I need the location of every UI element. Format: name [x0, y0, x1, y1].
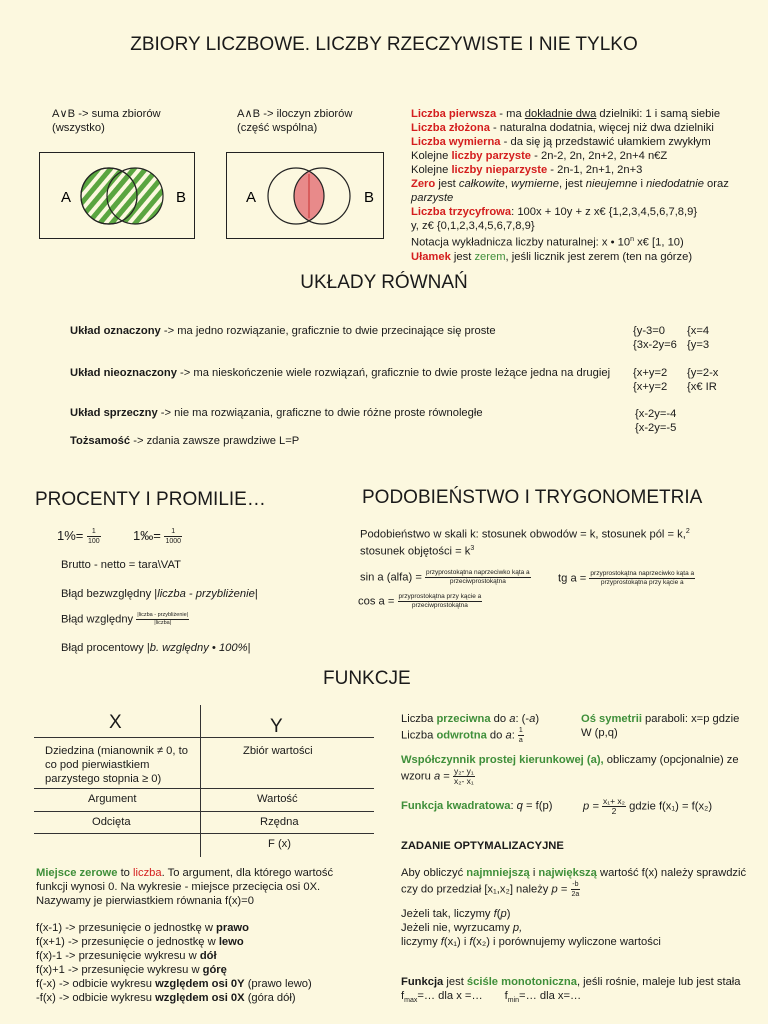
fraction-den: przeciwprostokątna — [449, 578, 506, 585]
def-even-text: - 2n-2, 2n, 2n+2, 2n+4 n€Z — [531, 150, 668, 162]
shift-item — [36, 991, 312, 1005]
functions-title: FUNKCJE — [323, 668, 411, 689]
def-zero-t1: jest — [435, 178, 459, 190]
def-prime-underlined: dokładnie dwa — [524, 108, 597, 120]
fraction-den: 2 — [611, 806, 617, 816]
fmin-sub: min — [507, 997, 520, 1005]
system-inconsistent-term: Układ sprzeczny — [70, 407, 158, 419]
optim-l5c: (x₂) i porównujemy wyliczone wartości — [472, 936, 661, 948]
permil-def — [133, 527, 182, 546]
system-undetermined-ex1 — [633, 366, 667, 394]
optim-l3c: ) — [506, 908, 511, 920]
optim-fraction — [571, 880, 581, 899]
table-cell-range: Zbiór wartości — [243, 745, 313, 757]
page-title: ZBIORY LICZBOWE. LICZBY RZECZYWISTE I NIE TYLKO — [130, 34, 638, 55]
similarity-line1-sup: 2 — [685, 528, 690, 535]
inv-green: odwrotna — [436, 729, 487, 742]
similarity-line1-text: Podobieństwo w skali k: stosunek obwodów = k, stosunek pól = k — [360, 528, 683, 541]
opp-i2: a — [529, 713, 536, 725]
ex-line: {y=2-x — [687, 367, 719, 379]
def-three-digit-text: : 100x + 10y + z x€ {1,2,3,4,5,6,7,8,9} — [511, 206, 698, 218]
optim-l1a: Aby obliczyć — [401, 867, 467, 879]
venn-intersection-label-b: B — [364, 189, 375, 206]
intersection-sub: (część wspólna) — [237, 122, 318, 134]
union-symbol: A∨B — [52, 108, 76, 120]
optim-line5 — [401, 935, 761, 949]
def-odd — [411, 163, 761, 177]
fraction-num: przyprostokątna naprzeciwko kąta a — [590, 570, 695, 577]
optim-l5i: f — [440, 936, 444, 948]
permil-label: 1‰= — [133, 527, 161, 543]
quad-where: gdzie f(x₁) = f(x₂) — [625, 800, 713, 813]
table-row-line — [34, 788, 374, 789]
term-composite: Liczba złożona — [411, 122, 490, 134]
inv-t1: Liczba — [401, 729, 437, 742]
optim-l3: Jeżeli tak, liczymy — [401, 908, 494, 920]
similarity-line1 — [360, 525, 690, 542]
def-fraction-green: zerem — [474, 250, 506, 263]
sin-formula — [360, 569, 531, 586]
rel-err-text: Błąd względny — [61, 613, 137, 626]
quad-green: Funkcja kwadratowa — [401, 800, 511, 812]
optim-line3 — [401, 907, 761, 921]
def-zero-i2: wymierne — [511, 178, 559, 190]
fmax-sub: max — [404, 997, 418, 1005]
def-three-digit-line2: y, z€ {0,1,2,3,4,5,6,7,8,9} — [411, 220, 535, 232]
mono-t1: jest — [443, 976, 467, 988]
opp-t1: Liczba — [401, 713, 437, 725]
identity — [70, 434, 299, 448]
system-undetermined-text: -> ma nieskończenie wiele rozwiązań, graficznie to dwie proste leżące jedna na drugiej — [176, 367, 611, 379]
term-fraction: Ułamek — [411, 250, 451, 263]
shift-item — [36, 935, 312, 949]
inverse-number — [401, 726, 524, 745]
cos-formula — [358, 593, 482, 610]
fraction-den: |liczba| — [154, 620, 172, 626]
sym-line2: W (p,q) — [581, 727, 618, 739]
slope-line2: wzoru — [401, 770, 434, 783]
optim-l4i: p, — [512, 922, 523, 934]
def-zero-i4: niedodatnie — [646, 178, 704, 190]
opp-green: przeciwna — [436, 713, 491, 725]
fraction-num: x₁+ x₂ — [602, 796, 625, 806]
system-determined — [70, 324, 496, 338]
sin-label: sin a (alfa) = — [360, 571, 425, 584]
inv-i: a — [505, 729, 512, 742]
def-fraction-t2: , jeśli licznik jest zerem (ten na górze) — [505, 250, 693, 263]
rel-err-fraction — [136, 612, 189, 627]
quad-i: q — [516, 800, 523, 812]
table-cell-ordinate: Rzędna — [260, 816, 299, 828]
fmax-text: =… dla x =… — [417, 990, 483, 1002]
table-cell-abscissa: Odcięta — [92, 816, 131, 828]
shift-bold: lewo — [218, 936, 244, 948]
pct-err-italic: b. względny • 100% — [149, 642, 248, 654]
shift-bold: względem osi 0Y — [155, 978, 245, 990]
system-undetermined-term: Układ nieoznaczony — [70, 367, 177, 379]
fraction-num: -b — [572, 881, 579, 888]
table-cell-fx: F (x) — [268, 838, 291, 850]
identity-term: Tożsamość — [70, 435, 131, 447]
abs-err-end: | — [254, 588, 258, 600]
system-undetermined — [70, 366, 610, 380]
inv-t2: do — [486, 729, 506, 742]
cos-label: cos a = — [358, 595, 398, 608]
fraction-num: |liczba - przybliżenie| — [137, 612, 189, 618]
fraction-num: przyprostokątna naprzeciwko kąta a — [425, 569, 530, 576]
def-zero-t2: , — [504, 178, 512, 190]
union-text: -> suma zbiorów — [75, 108, 161, 120]
shift-text: f(x)+1 -> przesunięcie wykresu w — [36, 964, 203, 976]
tg-formula — [558, 570, 695, 587]
monotonic-line2 — [401, 989, 761, 1008]
def-even — [411, 149, 761, 163]
def-rational-text: - da się ją przedstawić ułamkiem zwykłym — [500, 136, 711, 148]
quad-fraction — [602, 797, 626, 816]
def-exp-text: Notacja wykładnicza liczby naturalnej: x • 10 — [411, 236, 631, 249]
fraction-num: 1 — [518, 727, 523, 734]
optimization-title: ZADANIE OPTYMALIZACYJNE — [401, 840, 564, 852]
table-cell-domain: Dziedzina (mianownik ≠ 0, to co pod pierwiastkiem parzystego stopnia ≥ 0) — [45, 745, 188, 785]
table-header-y: Y — [270, 716, 283, 737]
slope-fraction — [453, 767, 475, 786]
absolute-error — [61, 587, 258, 601]
shift-text: f(-x) -> odbicie wykresu — [36, 978, 156, 990]
optim-l2: czy do przedział [x₁,x₂] należy — [401, 883, 552, 896]
optim-l5: liczymy — [401, 936, 441, 948]
permil-fraction — [164, 527, 182, 546]
optim-l3i: f — [493, 908, 497, 920]
ex-line: {y=3 — [687, 339, 710, 351]
venn-intersection-diagram — [226, 152, 384, 239]
union-sub: (wszystko) — [52, 122, 105, 134]
shift-text: f(x-1) -> przesunięcie o jednostkę w — [36, 922, 217, 934]
system-determined-term: Układ oznaczony — [70, 325, 161, 337]
optim-line4 — [401, 921, 761, 935]
slope-green: Współczynnik prostej kierunkowej (a), — [401, 754, 604, 766]
optim-line1 — [401, 866, 761, 880]
pct-err-text: Błąd procentowy | — [61, 642, 150, 654]
inverse-fraction — [518, 726, 524, 745]
optim-spacer — [401, 899, 761, 907]
shift-bold: dół — [199, 950, 217, 962]
monotonic-line1 — [401, 975, 761, 989]
percent-title: PROCENTY I PROMILIE… — [35, 489, 266, 510]
optim-l5i2: f — [469, 936, 473, 948]
inv-t3: : — [511, 729, 518, 742]
venn-union-diagram — [39, 152, 195, 239]
tg-fraction — [589, 570, 695, 587]
venn-intersection-label-a: A — [246, 189, 257, 206]
opposite-number — [401, 712, 539, 726]
table-vertical-divider — [200, 705, 201, 857]
def-fraction — [411, 250, 761, 264]
fraction-den: 2a — [571, 891, 580, 898]
shift-list — [36, 921, 312, 1005]
def-zero-t4: i — [637, 178, 647, 190]
slope-text: obliczamy (opcjonalnie) ze — [603, 754, 739, 766]
cos-fraction — [398, 593, 483, 610]
fraction-num: 1 — [87, 527, 101, 537]
def-even-prefix: Kolejne — [411, 150, 452, 162]
mono-t2: , jeśli rośnie, maleje lub jest stała — [576, 976, 741, 988]
def-composite — [411, 121, 761, 135]
def-odd-prefix: Kolejne — [411, 164, 452, 176]
shift-text: f(x+1) -> przesunięcie o jednostkę w — [36, 936, 219, 948]
optim-l3i2: p — [500, 908, 507, 920]
optim-g2: największą — [538, 867, 597, 879]
intersection-symbol: A∧B — [237, 108, 261, 120]
ex-line: {x=4 — [687, 325, 710, 337]
shift-item — [36, 963, 312, 977]
def-zero-t3: , jest — [559, 178, 586, 190]
def-zero-i5: parzyste — [411, 192, 454, 204]
term-rational: Liczba wymierna — [411, 136, 501, 148]
abs-err-text: Błąd bezwzględny | — [61, 588, 158, 600]
zeros-term: Miejsce zerowe — [36, 867, 118, 879]
sin-fraction — [425, 569, 531, 586]
similarity-line2 — [360, 542, 690, 559]
optim-l2i: p — [551, 883, 558, 896]
quad-p: p = — [583, 800, 602, 813]
optim-g1: najmniejszą — [466, 867, 530, 879]
optim-l5b: (x₁) i — [443, 936, 470, 948]
def-exp-sup: n — [630, 236, 634, 243]
fraction-num: y₂- y₁ — [453, 766, 474, 776]
shift-item — [36, 977, 312, 991]
def-prime-t1: - ma — [496, 108, 525, 120]
shift-bold: górę — [202, 964, 227, 976]
identity-text: -> zdania zawsze prawdziwe L=P — [130, 435, 300, 447]
intersection-text: -> iloczyn zbiorów — [260, 108, 353, 120]
fmax: f — [401, 990, 405, 1002]
fraction-den: przeciwprostokątna — [411, 602, 468, 609]
fraction-den: przyprostokątna przy kącie a — [600, 579, 684, 586]
system-determined-ex1 — [633, 324, 677, 352]
mono-green: ściśle monotoniczna — [466, 976, 577, 988]
term-zero: Zero — [411, 178, 436, 190]
sym-green: Oś symetrii — [581, 713, 642, 725]
system-undetermined-ex2 — [687, 366, 718, 394]
system-determined-text: -> ma jedno rozwiązanie, graficznie to dwie przecinające się proste — [160, 325, 496, 337]
shift-bold: prawo — [216, 922, 249, 934]
optimization-body — [401, 866, 761, 949]
def-exponential — [411, 233, 761, 250]
pct-err-end: | — [247, 642, 251, 654]
venn-union-label-a: A — [61, 189, 72, 206]
optim-l4: Jeżeli nie, wyrzucamy — [401, 922, 513, 934]
ex-line: {x-2y=-5 — [635, 422, 677, 434]
def-fraction-t1: jest — [450, 250, 475, 263]
number-definitions — [411, 107, 761, 264]
shift-item — [36, 949, 312, 963]
percent-label: 1%= — [57, 527, 84, 543]
relative-error — [61, 612, 189, 627]
similarity-line2-text: stosunek objętości = k — [360, 545, 471, 558]
shift-text: f(x)-1 -> przesunięcie wykresu w — [36, 950, 200, 962]
shift-end: (góra dół) — [244, 992, 296, 1004]
abs-err-italic: liczba - przybliżenie — [157, 588, 255, 600]
union-definition — [52, 107, 161, 135]
zeros-red: liczba — [133, 867, 162, 879]
term-three-digit: Liczba trzycyfrowa — [411, 206, 512, 218]
def-three-digit — [411, 205, 761, 233]
venn-union-label-b: B — [176, 189, 187, 206]
sym-text: paraboli: x=p gdzie — [641, 713, 740, 725]
opp-t4: ) — [535, 713, 540, 725]
optim-l2eq: = — [557, 883, 571, 896]
brutto-netto: Brutto - netto = tara\VAT — [61, 559, 181, 571]
fmin-text: =… dla x=… — [519, 990, 582, 1002]
tg-label: tg a = — [558, 572, 590, 585]
table-header-x: X — [109, 712, 122, 733]
opp-t2: do — [490, 713, 510, 725]
ex-line: {x+y=2 — [633, 381, 668, 393]
def-zero-i1: całkowite — [458, 178, 505, 190]
similarity-def — [360, 525, 690, 558]
def-composite-text: - naturalna dodatnia, więcej niż dwa dzielniki — [489, 122, 714, 134]
term-even: liczby parzyste — [451, 150, 532, 162]
ex-line: {x-2y=-4 — [635, 408, 677, 420]
percent-def — [57, 527, 101, 546]
similarity-line2-sup: 3 — [470, 544, 475, 552]
similarity-title: PODOBIEŃSTWO I TRYGONOMETRIA — [362, 487, 703, 508]
similarity-line1-end: , — [682, 528, 686, 541]
shift-bold: względem osi 0X — [155, 992, 245, 1004]
def-zero-t5: oraz — [703, 178, 729, 190]
quadratic-function — [401, 799, 552, 813]
system-determined-ex2 — [687, 324, 709, 352]
def-odd-text: - 2n-1, 2n+1, 2n+3 — [547, 164, 643, 176]
ex-line: {x€ IR — [687, 381, 717, 393]
slope-i: a — [433, 770, 441, 783]
zeros-t1: to — [117, 867, 134, 879]
shift-text: -f(x) -> odbicie wykresu — [36, 992, 156, 1004]
fmin: f — [504, 990, 508, 1002]
opp-i: a — [509, 713, 516, 725]
table-cell-argument: Argument — [88, 793, 137, 805]
percent-fraction — [87, 527, 101, 546]
quad-text: : — [510, 800, 517, 812]
slope-eq: = — [440, 770, 453, 783]
system-inconsistent-ex1 — [635, 407, 676, 435]
ex-line: {x+y=2 — [633, 367, 668, 379]
zeros-definition — [36, 866, 354, 908]
quad-t2: = f(p) — [522, 800, 553, 812]
table-header-line — [34, 737, 374, 738]
symmetry-axis — [581, 712, 739, 740]
zeros-t2: . To argument, dla którego wartość funkcji wynosi 0. Na wykresie - miejsce przecięcia osi 0X. Nazywamy je pierwiastkiem równania f(x)=0 — [36, 867, 334, 907]
def-zero-i3: nieujemne — [585, 178, 638, 190]
opp-t3: : (- — [515, 713, 530, 725]
fraction-num: 1 — [164, 527, 182, 537]
slope-coefficient — [401, 753, 751, 786]
fraction-den: a — [518, 737, 523, 744]
ex-line: {3x-2y=6 — [633, 339, 677, 351]
optim-l1c: wartość f(x) należy sprawdzić — [596, 867, 747, 879]
optim-line2 — [401, 880, 761, 899]
systems-title: UKŁADY RÓWNAŃ — [300, 272, 468, 293]
optim-l1b: i — [529, 867, 539, 879]
vertex-p-formula — [583, 797, 712, 816]
system-inconsistent-text: -> nie ma rozwiązania, graficzne to dwie różne proste równoległe — [157, 407, 483, 419]
def-prime-t2: dzielniki: 1 i samą siebie — [596, 108, 721, 120]
fraction-den: x₂- x₁ — [453, 776, 474, 786]
def-prime — [411, 107, 761, 121]
fraction-num: przyprostokątna przy kącie a — [398, 593, 482, 600]
def-zero — [411, 177, 761, 205]
mono-bold: Funkcja — [401, 976, 444, 988]
table-cell-value: Wartość — [257, 793, 298, 805]
table-row-line — [34, 811, 374, 812]
table-row-line — [34, 833, 374, 834]
fraction-den: 100 — [88, 538, 100, 545]
system-inconsistent — [70, 406, 483, 420]
optim-l3b: ( — [496, 908, 501, 920]
monotonic-function — [401, 975, 761, 1008]
term-prime: Liczba pierwsza — [411, 108, 497, 120]
fraction-den: 1000 — [165, 538, 182, 545]
term-odd: liczby nieparzyste — [451, 164, 548, 176]
def-rational — [411, 135, 761, 149]
intersection-definition — [237, 107, 352, 135]
percent-error — [61, 641, 250, 655]
shift-end: (prawo lewo) — [244, 978, 312, 990]
ex-line: {y-3=0 — [633, 325, 666, 337]
shift-item — [36, 921, 312, 935]
def-exp-rest: x€ [1, 10) — [633, 236, 684, 249]
